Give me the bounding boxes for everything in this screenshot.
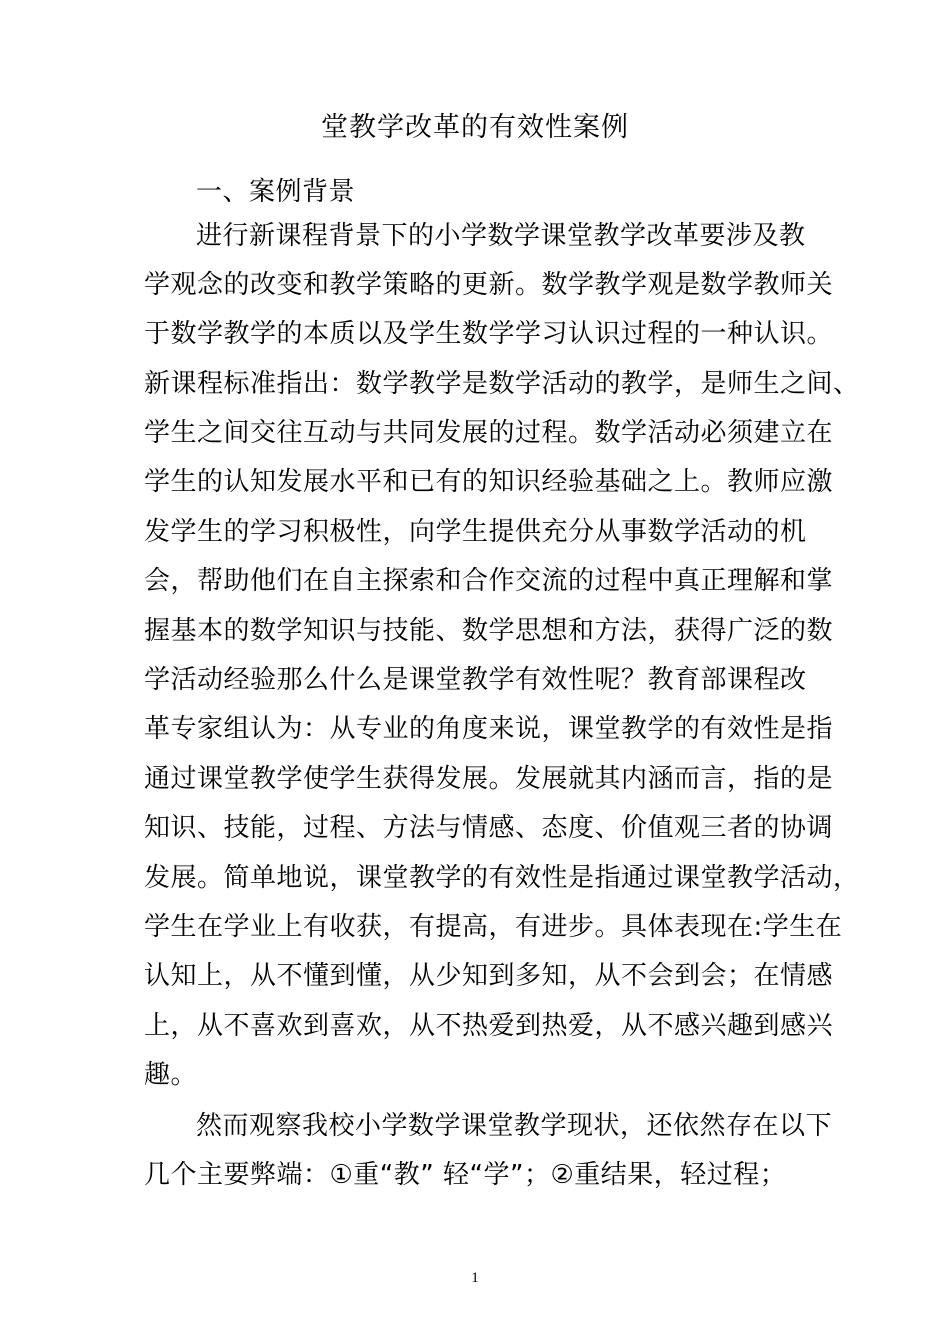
paragraph-line: 握基本的数学知识与技能、数学思想和方法，获得广泛的数 <box>144 616 834 646</box>
paragraph-line: 认知上，从不懂到懂，从少知到多知，从不会到会；在情感 <box>144 961 834 991</box>
paragraph-line: 知识、技能，过程、方法与情感、态度、价值观三者的协调 <box>144 813 834 843</box>
paragraph-line: 会，帮助他们在自主探索和合作交流的过程中真正理解和掌 <box>144 566 834 596</box>
paragraph-line: 学生的认知发展水平和已有的知识经验基础之上。教师应激 <box>144 467 834 497</box>
section-heading: 一、案例背景 <box>196 177 356 207</box>
paragraph-line: 几个主要弊端：①重“教” 轻“学”；②重结果，轻过程； <box>144 1160 787 1190</box>
paragraph-line: 学观念的改变和教学策略的更新。数学教学观是数学教师关 <box>144 270 834 300</box>
document-title: 堂教学改革的有效性案例 <box>321 112 629 143</box>
paragraph-line: 新课程标准指出：数学教学是数学活动的教学，是师生之间、 <box>144 369 860 399</box>
paragraph-line: 革专家组认为：从专业的角度来说，课堂教学的有效性是指 <box>144 714 834 744</box>
paragraph-line: 学生在学业上有收获，有提高，有进步。具体表现在:学生在 <box>144 912 843 942</box>
paragraph-line: 发学生的学习积极性，向学生提供充分从事数学活动的机 <box>144 517 807 547</box>
paragraph-line: 于数学教学的本质以及学生数学学习认识过程的一种认识。 <box>144 319 834 349</box>
paragraph-line: 进行新课程背景下的小学数学课堂教学改革要涉及教 <box>196 221 806 251</box>
paragraph-line: 学活动经验那么什么是课堂教学有效性呢？教育部课程改 <box>144 665 807 695</box>
paragraph-line: 上，从不喜欢到喜欢，从不热爱到热爱，从不感兴趣到感兴 <box>144 1011 834 1041</box>
page-number: 1 <box>471 1270 479 1286</box>
paragraph-line: 发展。简单地说，课堂教学的有效性是指通过课堂教学活动， <box>144 863 860 893</box>
paragraph-line: 通过课堂教学使学生获得发展。发展就其内涵而言，指的是 <box>144 764 834 794</box>
paragraph-line: 然而观察我校小学数学课堂教学现状，还依然存在以下 <box>196 1111 833 1141</box>
paragraph-line: 学生之间交往互动与共同发展的过程。数学活动必须建立在 <box>144 418 834 448</box>
paragraph-line: 趣。 <box>144 1060 198 1090</box>
